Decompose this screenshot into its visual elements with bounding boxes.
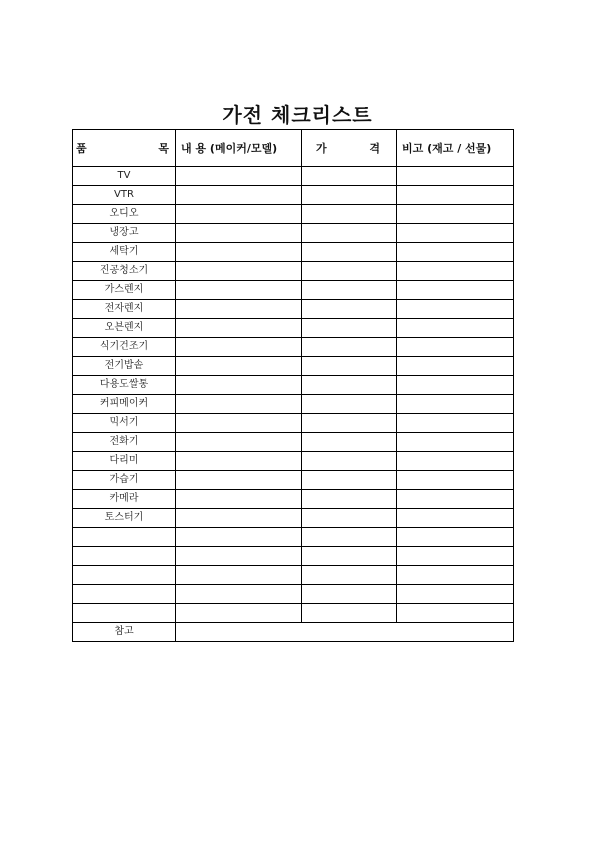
price-cell[interactable] xyxy=(302,566,397,585)
description-cell[interactable] xyxy=(176,262,302,281)
table-row xyxy=(73,547,514,566)
header-price xyxy=(302,130,397,167)
table-row xyxy=(73,205,514,224)
table-row xyxy=(73,528,514,547)
price-cell[interactable] xyxy=(302,414,397,433)
price-cell[interactable] xyxy=(302,338,397,357)
item-name: 전화기 xyxy=(73,433,176,452)
description-cell[interactable] xyxy=(176,452,302,471)
item-name: 커피메이커 xyxy=(73,395,176,414)
item-name: VTR xyxy=(73,186,176,205)
appliance-checklist-table xyxy=(72,129,514,642)
description-cell[interactable] xyxy=(176,566,302,585)
price-cell[interactable] xyxy=(302,186,397,205)
price-cell[interactable] xyxy=(302,395,397,414)
note-cell[interactable] xyxy=(397,319,514,338)
description-cell[interactable] xyxy=(176,414,302,433)
table-row xyxy=(73,186,514,205)
description-cell[interactable] xyxy=(176,205,302,224)
price-cell[interactable] xyxy=(302,471,397,490)
item-name: 다용도쌀통 xyxy=(73,376,176,395)
note-cell[interactable] xyxy=(397,167,514,186)
price-cell[interactable] xyxy=(302,319,397,338)
note-cell[interactable] xyxy=(397,433,514,452)
item-name: 진공청소기 xyxy=(73,262,176,281)
note-cell[interactable] xyxy=(397,452,514,471)
note-cell[interactable] xyxy=(397,338,514,357)
description-cell[interactable] xyxy=(176,471,302,490)
notes-row xyxy=(73,623,514,642)
table-row xyxy=(73,604,514,623)
note-cell[interactable] xyxy=(397,205,514,224)
header-item-right: 목 xyxy=(158,141,169,155)
header-item-left: 품 xyxy=(76,141,87,155)
price-cell[interactable] xyxy=(302,547,397,566)
header-note: 비고 (재고 / 선물) xyxy=(397,130,514,167)
header-item xyxy=(73,130,176,167)
description-cell[interactable] xyxy=(176,547,302,566)
note-cell[interactable] xyxy=(397,224,514,243)
description-cell[interactable] xyxy=(176,490,302,509)
price-cell[interactable] xyxy=(302,281,397,300)
price-cell[interactable] xyxy=(302,167,397,186)
description-cell[interactable] xyxy=(176,167,302,186)
note-cell[interactable] xyxy=(397,243,514,262)
description-cell[interactable] xyxy=(176,433,302,452)
description-cell[interactable] xyxy=(176,224,302,243)
table-row xyxy=(73,167,514,186)
table-row xyxy=(73,319,514,338)
item-name: 토스터기 xyxy=(73,509,176,528)
document-title: 가전 체크리스트 xyxy=(222,103,373,127)
item-name xyxy=(73,547,176,566)
price-cell[interactable] xyxy=(302,585,397,604)
item-name xyxy=(73,604,176,623)
note-cell[interactable] xyxy=(397,262,514,281)
table-row xyxy=(73,243,514,262)
item-name: 전자렌지 xyxy=(73,300,176,319)
note-cell[interactable] xyxy=(397,490,514,509)
item-name: TV xyxy=(73,167,176,186)
description-cell[interactable] xyxy=(176,281,302,300)
table-row xyxy=(73,300,514,319)
note-cell[interactable] xyxy=(397,566,514,585)
description-cell[interactable] xyxy=(176,509,302,528)
description-cell[interactable] xyxy=(176,376,302,395)
description-cell[interactable] xyxy=(176,604,302,623)
table-row xyxy=(73,471,514,490)
note-cell[interactable] xyxy=(397,300,514,319)
item-name: 전기밥솥 xyxy=(73,357,176,376)
table-row xyxy=(73,490,514,509)
table-row xyxy=(73,224,514,243)
table-row xyxy=(73,585,514,604)
notes-field[interactable] xyxy=(176,623,514,642)
note-cell[interactable] xyxy=(397,281,514,300)
note-cell[interactable] xyxy=(397,547,514,566)
item-name: 세탁기 xyxy=(73,243,176,262)
table-row xyxy=(73,395,514,414)
description-cell[interactable] xyxy=(176,395,302,414)
table-row xyxy=(73,433,514,452)
item-name: 오븐렌지 xyxy=(73,319,176,338)
note-cell[interactable] xyxy=(397,395,514,414)
note-cell[interactable] xyxy=(397,376,514,395)
note-cell[interactable] xyxy=(397,471,514,490)
price-cell[interactable] xyxy=(302,376,397,395)
item-name: 가스렌지 xyxy=(73,281,176,300)
note-cell[interactable] xyxy=(397,414,514,433)
item-name: 다리미 xyxy=(73,452,176,471)
notes-label: 참고 xyxy=(73,623,176,642)
price-cell[interactable] xyxy=(302,224,397,243)
item-name: 식기건조기 xyxy=(73,338,176,357)
header-price-right: 격 xyxy=(369,141,380,155)
table-row xyxy=(73,338,514,357)
item-name: 카메라 xyxy=(73,490,176,509)
note-cell[interactable] xyxy=(397,528,514,547)
description-cell[interactable] xyxy=(176,186,302,205)
price-cell[interactable] xyxy=(302,433,397,452)
price-cell[interactable] xyxy=(302,243,397,262)
price-cell[interactable] xyxy=(302,528,397,547)
item-name: 오디오 xyxy=(73,205,176,224)
note-cell[interactable] xyxy=(397,585,514,604)
item-name xyxy=(73,566,176,585)
description-cell[interactable] xyxy=(176,528,302,547)
description-cell[interactable] xyxy=(176,300,302,319)
item-name: 냉장고 xyxy=(73,224,176,243)
table-row xyxy=(73,566,514,585)
price-cell[interactable] xyxy=(302,452,397,471)
item-name xyxy=(73,528,176,547)
description-cell[interactable] xyxy=(176,338,302,357)
description-cell[interactable] xyxy=(176,319,302,338)
table-row xyxy=(73,357,514,376)
description-cell[interactable] xyxy=(176,357,302,376)
description-cell[interactable] xyxy=(176,585,302,604)
table-row xyxy=(73,281,514,300)
note-cell[interactable] xyxy=(397,357,514,376)
price-cell[interactable] xyxy=(302,357,397,376)
price-cell[interactable] xyxy=(302,205,397,224)
item-name: 믹서기 xyxy=(73,414,176,433)
price-cell[interactable] xyxy=(302,604,397,623)
description-cell[interactable] xyxy=(176,243,302,262)
price-cell[interactable] xyxy=(302,509,397,528)
header-price-left: 가 xyxy=(316,141,327,155)
table-row xyxy=(73,262,514,281)
table-row xyxy=(73,414,514,433)
price-cell[interactable] xyxy=(302,300,397,319)
item-name xyxy=(73,585,176,604)
table-row xyxy=(73,509,514,528)
note-cell[interactable] xyxy=(397,186,514,205)
item-name: 가습기 xyxy=(73,471,176,490)
table-row xyxy=(73,376,514,395)
header-description: 내 용 (메이커/모델) xyxy=(176,130,302,167)
table-row xyxy=(73,452,514,471)
price-cell[interactable] xyxy=(302,490,397,509)
note-cell[interactable] xyxy=(397,509,514,528)
price-cell[interactable] xyxy=(302,262,397,281)
header-row xyxy=(73,130,514,167)
note-cell[interactable] xyxy=(397,604,514,623)
